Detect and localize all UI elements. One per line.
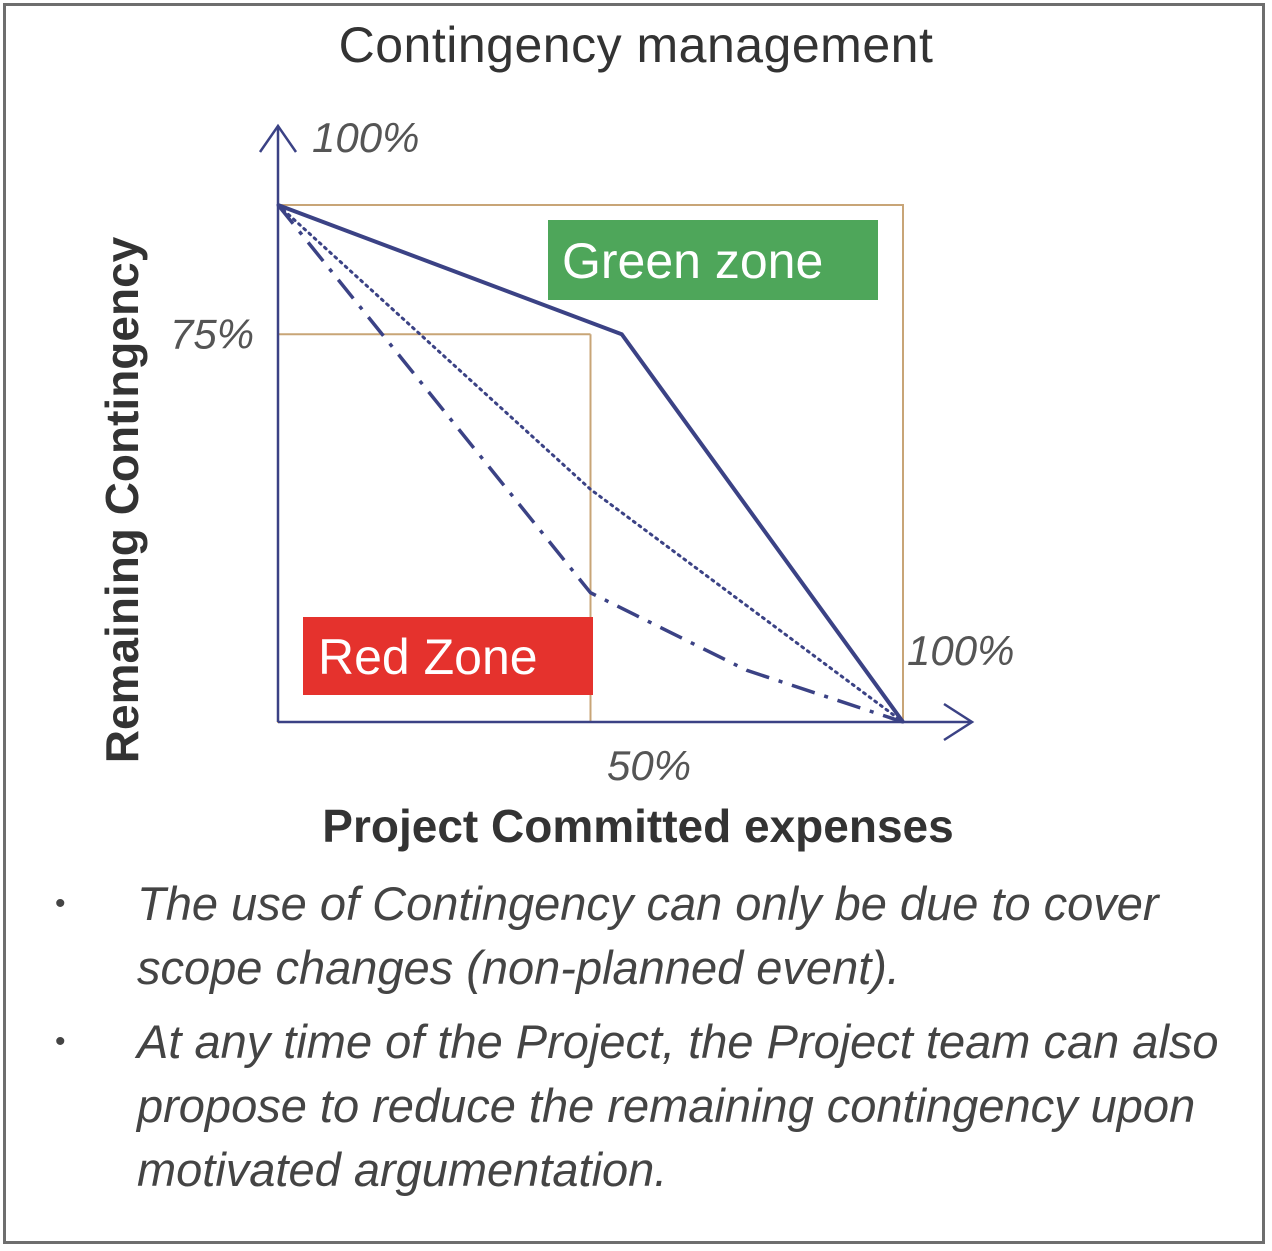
x-end-label: 100% (907, 627, 1015, 674)
bullet-text: The use of Contingency can only be due to cover scope changes (non-planned event). (137, 877, 1159, 994)
bullet-dot-icon: • (55, 1025, 66, 1058)
bullet-list (45, 872, 1235, 1212)
y-top-label: 100% (312, 114, 420, 161)
bullet-dot-icon: • (55, 887, 66, 920)
page-title: Contingency management (338, 17, 934, 73)
x-axis-title: Project Committed expenses (322, 800, 954, 852)
y-axis-title: Remaining Contingency (96, 236, 148, 764)
bullet-item (45, 1010, 1235, 1202)
green-zone-label: Green zone (562, 233, 824, 289)
y-mid-label: 75% (170, 310, 255, 358)
bullet-text: At any time of the Project, the Project team can also propose to reduce the remaining contingency upon motivated argumentation. (137, 1015, 1219, 1196)
x-mid-label: 50% (607, 742, 692, 789)
bullet-item (45, 872, 1235, 1000)
red-zone-label: Red Zone (318, 629, 538, 685)
